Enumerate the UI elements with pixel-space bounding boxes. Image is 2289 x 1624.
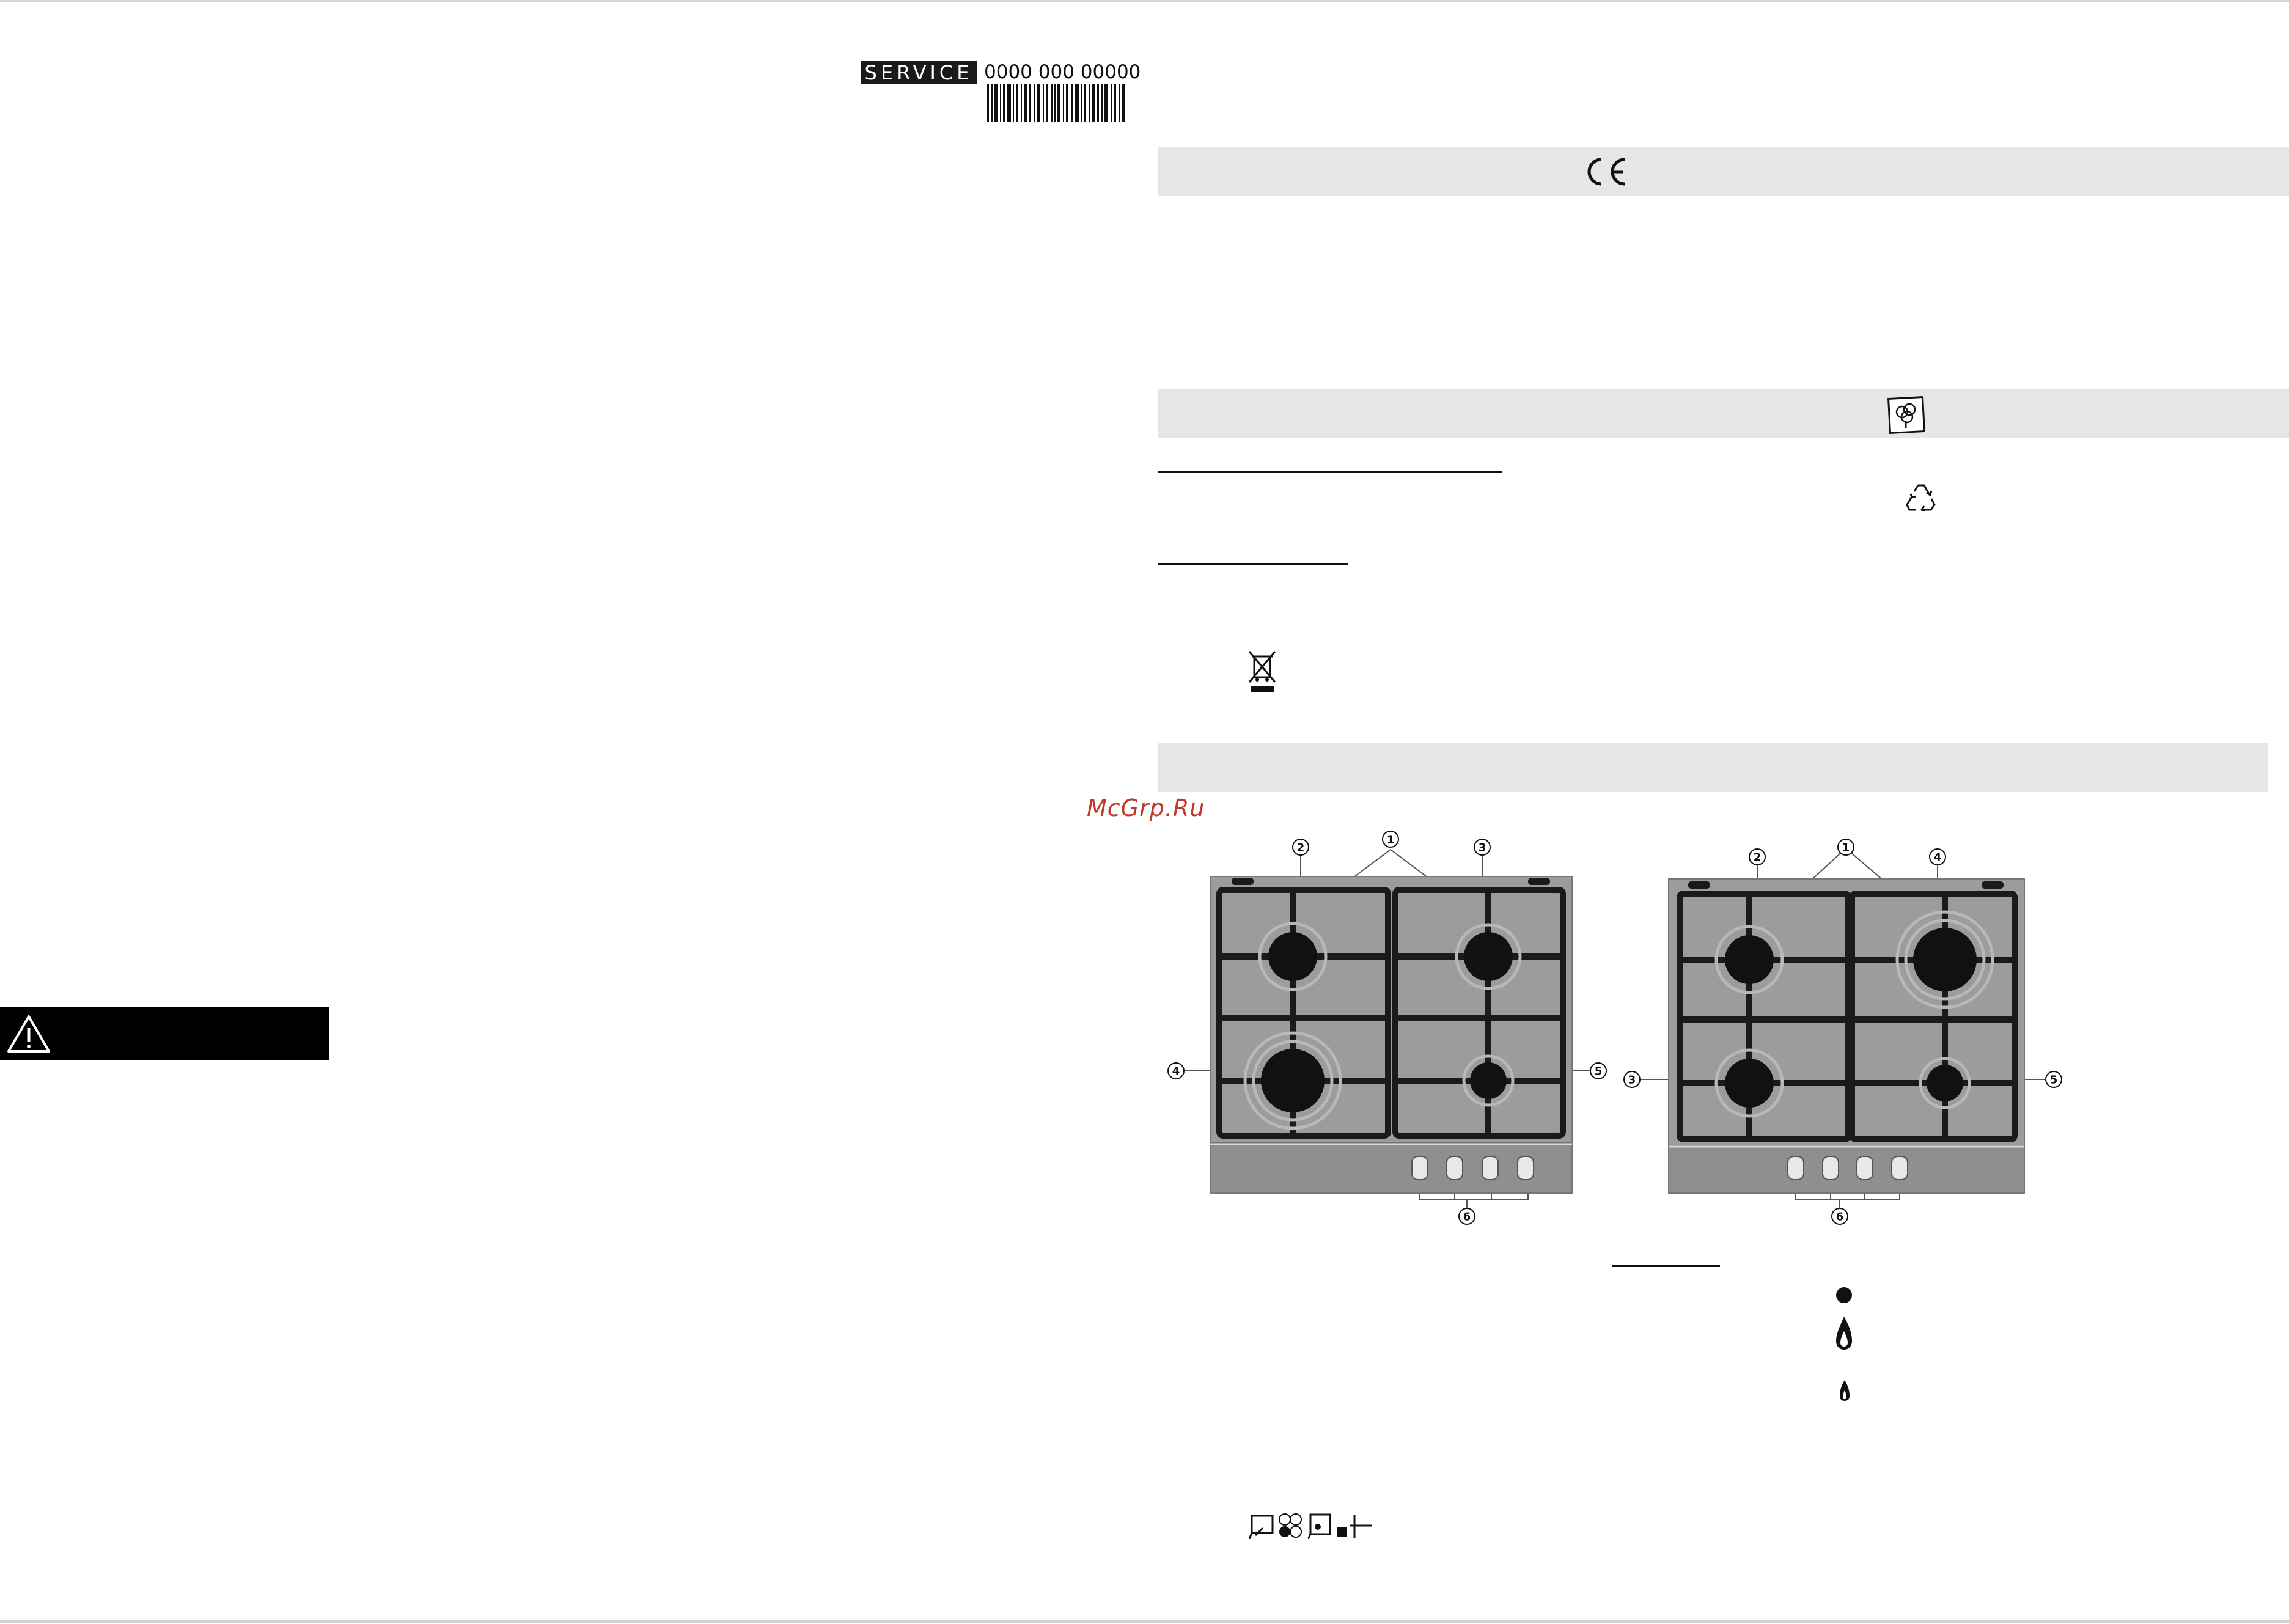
pan-corner-icon <box>1308 1513 1332 1539</box>
burner-ring-icon <box>1277 1512 1302 1539</box>
callout-right-2: 2 <box>1753 851 1762 864</box>
small-flame-icon <box>1839 1379 1851 1402</box>
barcode-icon <box>987 84 1125 122</box>
callout-left-6: 6 <box>1463 1210 1471 1224</box>
ce-mark-icon <box>1583 156 1629 188</box>
service-badge: SERVICE <box>861 61 977 84</box>
warning-triangle-icon <box>6 1013 51 1054</box>
large-flame-icon <box>1835 1315 1853 1351</box>
description-section-band <box>1158 743 2268 792</box>
callout-right-1: 1 <box>1842 841 1850 854</box>
warning-bar <box>0 1007 329 1060</box>
environment-section-band <box>1158 389 2289 438</box>
bottom-rule <box>0 1620 2289 1623</box>
callout-left-5: 5 <box>1594 1065 1603 1078</box>
off-dot-icon <box>1835 1286 1853 1304</box>
grid-corner-icon <box>1336 1513 1373 1539</box>
callout-left-2: 2 <box>1296 841 1305 854</box>
ce-section-band <box>1158 147 2289 196</box>
callout-right-3: 3 <box>1628 1073 1636 1087</box>
callout-right-5: 5 <box>2049 1073 2058 1087</box>
service-number: 0000 000 00000 <box>984 61 1141 83</box>
callout-left-3: 3 <box>1478 841 1486 854</box>
callout-right-6: 6 <box>1835 1210 1844 1224</box>
callout-right-4: 4 <box>1933 851 1942 864</box>
hob-diagram-left <box>1161 825 1614 1229</box>
callout-left-4: 4 <box>1172 1065 1180 1078</box>
callout-left-1: 1 <box>1386 833 1395 847</box>
watermark-text: McGrp.Ru <box>1087 795 1205 821</box>
crossed-bin-icon <box>1247 650 1277 694</box>
tree-eco-icon <box>1887 396 1925 434</box>
underline-heading-1 <box>1158 471 1502 473</box>
hob-diagram-right <box>1614 825 2078 1229</box>
top-rule <box>0 0 2289 2</box>
recycle-icon <box>1906 483 1936 511</box>
underline-heading-3 <box>1612 1265 1720 1267</box>
pan-icon <box>1249 1513 1275 1539</box>
underline-heading-2 <box>1158 563 1348 565</box>
